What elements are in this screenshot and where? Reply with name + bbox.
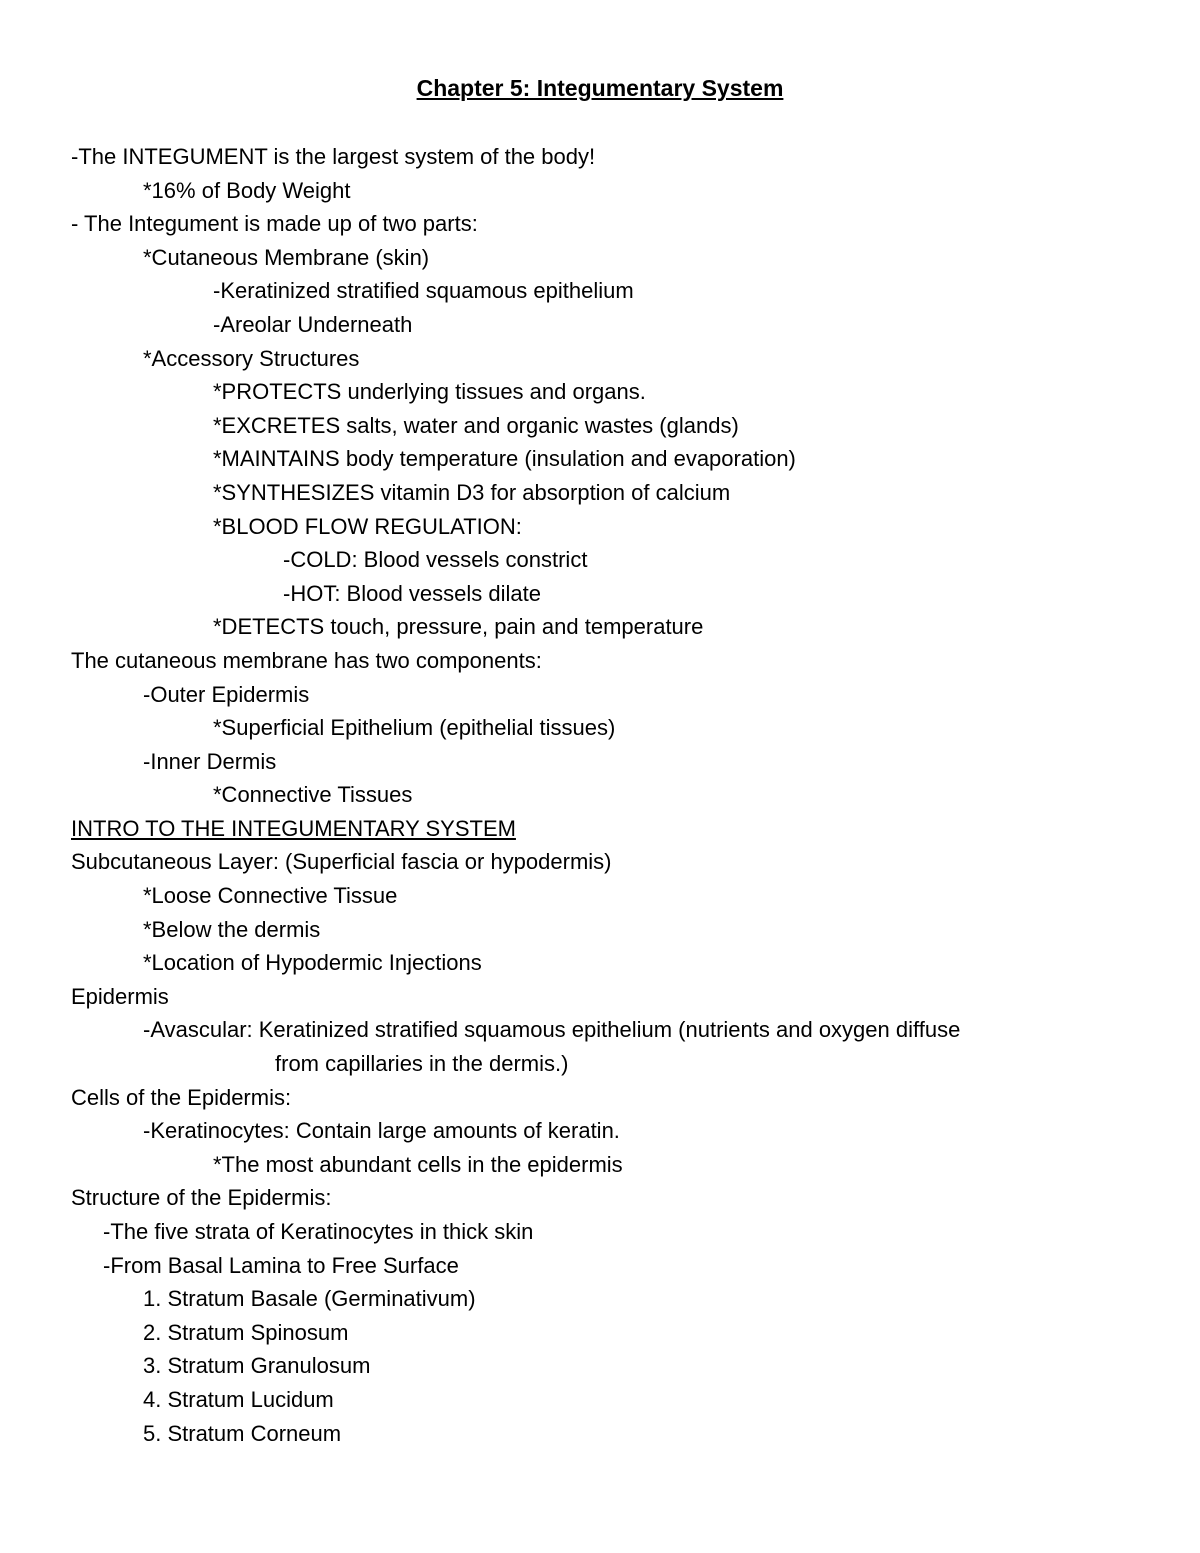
text-line: -COLD: Blood vessels constrict xyxy=(283,547,588,573)
text-line: *Connective Tissues xyxy=(213,782,413,808)
text-line: *Below the dermis xyxy=(143,916,321,942)
text-line: *SYNTHESIZES vitamin D3 for absorption of calcium xyxy=(213,479,731,505)
text-line: The cutaneous membrane has two components: xyxy=(71,647,542,673)
text-line: from capillaries in the dermis.) xyxy=(275,1051,569,1077)
list-item: 4. Stratum Lucidum xyxy=(143,1386,334,1412)
text-line: - The Integument is made up of two parts: xyxy=(71,211,478,237)
text-line: -Inner Dermis xyxy=(143,748,277,774)
text-line: -The five strata of Keratinocytes in thick skin xyxy=(103,1219,534,1244)
text-line: *Cutaneous Membrane (skin) xyxy=(143,244,430,270)
text-line: Cells of the Epidermis: xyxy=(71,1084,292,1110)
text-line: -Outer Epidermis xyxy=(143,681,310,707)
text-line: -The INTEGUMENT is the largest system of the body! xyxy=(71,144,596,169)
text-line: -Areolar Underneath xyxy=(213,311,413,337)
text-line: -Keratinocytes: Contain large amounts of keratin. xyxy=(143,1118,620,1144)
list-item: 1. Stratum Basale (Germinativum) xyxy=(143,1286,476,1312)
text-line: *The most abundant cells in the epidermis xyxy=(213,1151,623,1177)
text-line: *Superficial Epithelium (epithelial tissues) xyxy=(213,715,616,741)
text-line: *BLOOD FLOW REGULATION: xyxy=(213,513,522,539)
list-item: 2. Stratum Spinosum xyxy=(143,1319,349,1345)
text-line: -HOT: Blood vessels dilate xyxy=(283,580,541,606)
document-body xyxy=(71,140,1181,1450)
text-line: *Loose Connective Tissue xyxy=(143,883,398,909)
text-line: *16% of Body Weight xyxy=(143,177,351,203)
text-line: -From Basal Lamina to Free Surface xyxy=(103,1252,459,1278)
text-line: Subcutaneous Layer: (Superficial fascia or hypodermis) xyxy=(71,849,612,875)
document-title: Chapter 5: Integumentary System xyxy=(416,75,784,101)
text-line: Structure of the Epidermis: xyxy=(71,1185,332,1211)
text-line: Epidermis xyxy=(71,983,169,1009)
list-item: 3. Stratum Granulosum xyxy=(143,1353,371,1379)
text-line: -Avascular: Keratinized stratified squamous epithelium (nutrients and oxygen diffuse xyxy=(143,1017,961,1043)
list-item: 5. Stratum Corneum xyxy=(143,1420,342,1446)
text-line: *EXCRETES salts, water and organic wastes (glands) xyxy=(213,412,739,438)
text-line: *Location of Hypodermic Injections xyxy=(143,950,482,976)
text-line: *Accessory Structures xyxy=(143,345,360,371)
section-heading: INTRO TO THE INTEGUMENTARY SYSTEM xyxy=(71,815,516,841)
text-line: *DETECTS touch, pressure, pain and temperature xyxy=(213,614,704,640)
text-line: -Keratinized stratified squamous epithelium xyxy=(213,278,634,304)
text-line: *MAINTAINS body temperature (insulation and evaporation) xyxy=(213,446,796,472)
text-line: *PROTECTS underlying tissues and organs. xyxy=(213,379,646,405)
